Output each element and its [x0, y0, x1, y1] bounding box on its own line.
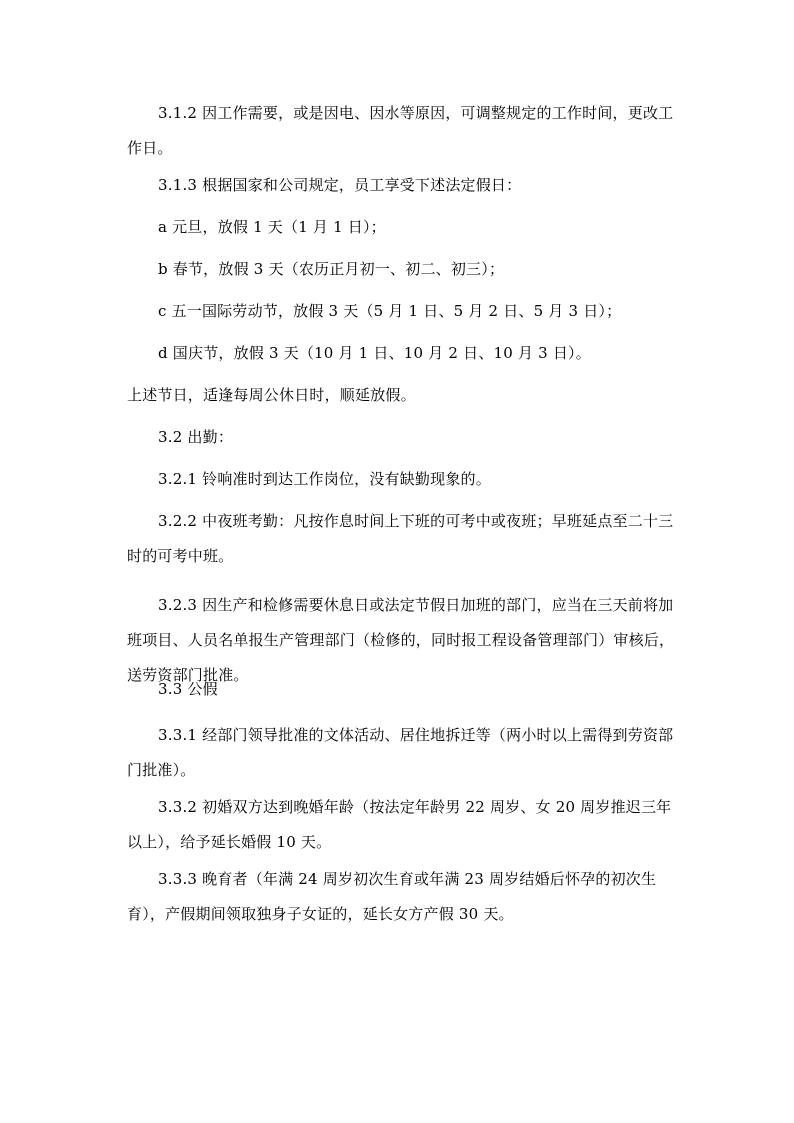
- paragraph-3-1-2: 3.1.2 因工作需要，或是因电、因水等原因，可调整规定的工作时间，更改工作日。: [127, 104, 674, 157]
- holiday-item-d: d 国庆节，放假 3 天（10 月 1 日、10 月 2 日、10 月 3 日）。: [158, 344, 591, 362]
- paragraph-3-3-3: 3.3.3 晚育者（年满 24 周岁初次生育或年满 23 周岁结婚后怀孕的初次生育），产假期间领取独身子女证的，延长女方产假 30 天。: [127, 870, 657, 923]
- holiday-item-b: b 春节，放假 3 天（农历正月初一、初二、初三）；: [158, 260, 505, 278]
- holiday-item-c: c 五一国际劳动节，放假 3 天（5 月 1 日、5 月 2 日、5 月 3 日）；: [158, 302, 622, 320]
- section-3-3-heading: 3.3 公假: [158, 680, 218, 698]
- paragraph-3-2-1: 3.2.1 铃响准时到达工作岗位，没有缺勤现象的。: [158, 470, 491, 488]
- paragraph-3-2-2: 3.2.2 中夜班考勤：凡按作息时间上下班的可考中或夜班；早班延点至二十三时的可考中班。: [127, 512, 674, 565]
- paragraph-3-1-3: 3.1.3 根据国家和公司规定，员工享受下述法定假日：: [158, 176, 522, 194]
- holiday-item-a: a 元旦，放假 1 天（1 月 1 日）；: [158, 218, 386, 236]
- paragraph-3-2-3: 3.2.3 因生产和检修需要休息日或法定节假日加班的部门，应当在三天前将加班项目、人员名单报生产管理部门（检修的，同时报工程设备管理部门）审核后，送劳资部门批准。: [127, 596, 675, 684]
- paragraph-3-3-2: 3.3.2 初婚双方达到晚婚年龄（按法定年龄男 22 周岁、女 20 周岁推迟三年以上），给予延长婚假 10 天。: [127, 798, 672, 851]
- paragraph-3-3-1: 3.3.1 经部门领导批准的文体活动、居住地拆迁等（两小时以上需得到劳资部门批准）。: [127, 726, 674, 779]
- section-3-2-heading: 3.2 出勤：: [158, 428, 234, 446]
- holiday-note: 上述节日，适逢每周公休日时，顺延放假。: [127, 386, 416, 404]
